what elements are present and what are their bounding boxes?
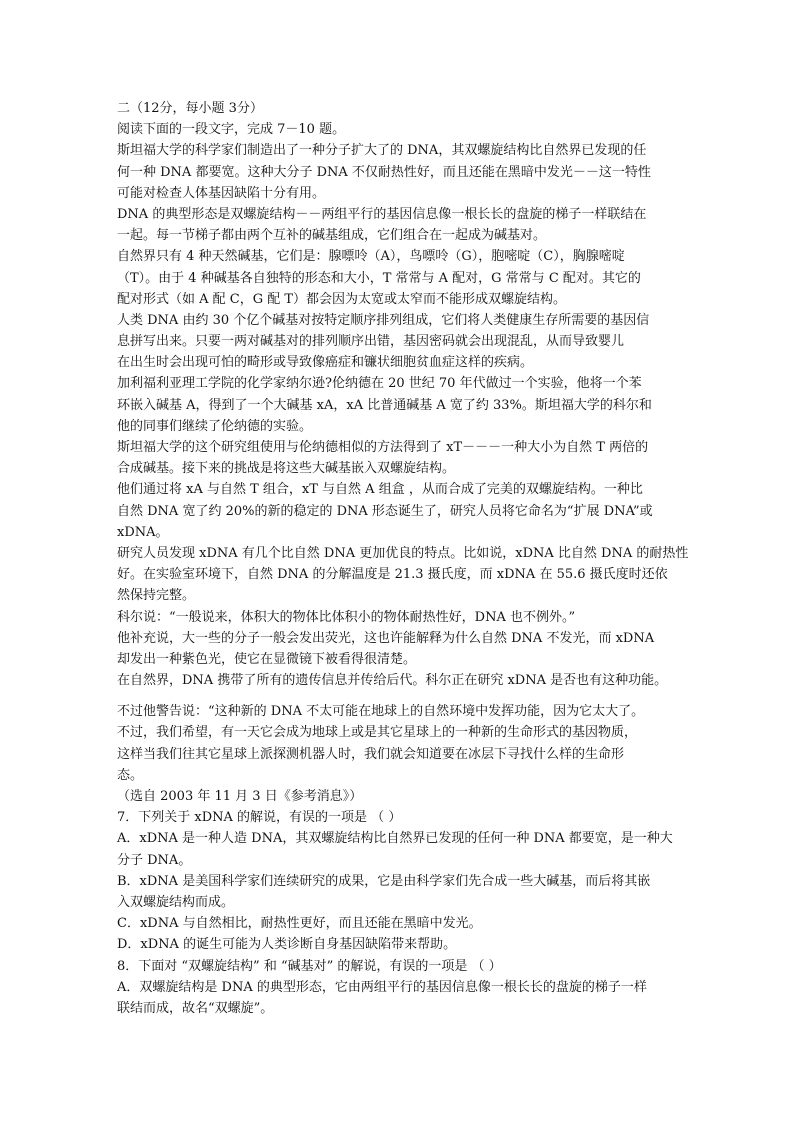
text-line: 一起。每一节梯子都由两个互补的碱基组成，它们组合在一起成为碱基对。	[117, 228, 547, 244]
text-line: 好。在实验室环境下，自然 DNA 的分解温度是 21.3 摄氏度，而 xDNA 在 55.6 摄氏度时还依	[117, 567, 668, 583]
text-line: 然保持完整。	[117, 588, 196, 604]
text-line: B．xDNA 是美国科学家们连续研究的成果，它是由科学家们先合成一些大碱基，而后将其嵌	[117, 873, 651, 889]
text-line: 可能对检查人体基因缺陷十分有用。	[117, 185, 326, 201]
text-line: 在自然界，DNA 携带了所有的遗传信息并传给后代。科尔正在研究 xDNA 是否也有这种功能。	[117, 673, 668, 689]
text-line: 这样当我们往其它星球上派探测机器人时，我们就会知道要在冰层下寻找什么样的生命形	[117, 746, 625, 762]
text-line: 合成碱基。接下来的挑战是将这些大碱基嵌入双螺旋结构。	[117, 461, 456, 477]
text-line: 人类 DNA 由约 30 个亿个碱基对按特定顺序排列组成，它们将人类健康生存所需要的基因信	[117, 312, 650, 328]
text-line: 却发出一种紫色光，使它在显微镜下被看得很清楚。	[117, 651, 417, 667]
text-line: 二（12分，每小题 3分）	[117, 101, 263, 116]
text-line: 入双螺旋结构而成。	[117, 894, 235, 910]
document-page	[117, 98, 689, 1019]
text-line: 斯坦福大学的科学家们制造出了一种分子扩大了的 DNA，其双螺旋结构比自然界已发现的任	[117, 143, 647, 159]
text-line: xDNA。	[117, 524, 169, 540]
text-line: 自然 DNA 宽了约 20%的新的稳定的 DNA 形态诞生了，研究人员将它命名为“扩展 DNA”或	[117, 503, 653, 519]
text-line: 环嵌入碱基 A，得到了一个大碱基 xA，xA 比普通碱基 A 宽了约 33%。斯坦福大学的科尔和	[117, 397, 652, 413]
text-line: 不过他警告说：“这种新的 DNA 不太可能在地球上的自然环境中发挥功能，因为它太大了。	[117, 704, 645, 720]
text-line: A．xDNA 是一种人造 DNA，其双螺旋结构比自然界已发现的任何一种 DNA 都要宽，是一种大	[117, 831, 673, 847]
text-line: 配对形式（如 A 配 C，G 配 T）都会因为太宽或太窄而不能形成双螺旋结构。	[117, 291, 567, 307]
text-line: 他的同事们继续了伦纳德的实验。	[117, 418, 313, 434]
text-line: A．双螺旋结构是 DNA 的典型形态，它由两组平行的基因信息像一根长长的盘旋的梯子一样	[117, 979, 647, 995]
text-line	[117, 691, 679, 701]
text-line: 阅读下面的一段文字，完成 7－10 题。	[117, 122, 346, 138]
text-line: 8．下面对 “双螺旋结构” 和 “碱基对” 的解说，有误的一项是 （ ）	[117, 958, 502, 974]
text-line: （选自 2003 年 11 月 3 日《参考消息》）	[117, 789, 363, 804]
text-line: 自然界只有 4 种天然碱基，它们是：腺嘌呤（A），鸟嘌呤（G），胞嘧啶（C），胸腺嘧啶	[117, 249, 625, 265]
text-line: 7．下列关于 xDNA 的解说，有误的一项是 （ ）	[117, 810, 402, 826]
text-line: 他补充说，大一些的分子一般会发出荧光，这也许能解释为什么自然 DNA 不发光，而 xDNA	[117, 630, 655, 646]
text-line: C．xDNA 与自然相比，耐热性更好，而且还能在黑暗中发光。	[117, 916, 482, 932]
text-line: 在出生时会出现可怕的畸形或导致像癌症和镰状细胞贫血症这样的疾病。	[117, 355, 534, 371]
text-line: 斯坦福大学的这个研究组使用与伦纳德相似的方法得到了 xT－－－一种大小为自然 T 两倍的	[117, 440, 649, 455]
text-line: 联结而成，故名“双螺旋”。	[117, 1000, 274, 1016]
text-line: 加利福利亚理工学院的化学家纳尔逊?伦纳德在 20 世纪 70 年代做过一个实验，他将一个苯	[117, 376, 642, 392]
text-line: 何一种 DNA 都要宽。这种大分子 DNA 不仅耐热性好，而且还能在黑暗中发光－－这一特性	[117, 164, 651, 180]
text-line: 不过，我们希望，有一天它会成为地球上或是其它星球上的一种新的生命形式的基因物质，	[117, 725, 638, 741]
text-line: D．xDNA 的诞生可能为人类诊断自身基因缺陷带来帮助。	[117, 937, 457, 953]
text-line: 息拼写出来。只要一两对碱基对的排列顺序出错，基因密码就会出现混乱，从而导致婴儿	[117, 334, 625, 350]
text-line: （T）。由于 4 种碱基各自独特的形态和大小，T 常常与 A 配对，G 常常与 C 配对。其它的	[117, 270, 641, 286]
text-line: 他们通过将 xA 与自然 T 组合，xT 与自然 A 组盒 ，从而合成了完美的双螺旋结构。一种比	[117, 482, 643, 498]
text-line: DNA 的典型形态是双螺旋结构－－两组平行的基因信息像一根长长的盘旋的梯子一样联结在	[117, 206, 647, 222]
text-line: 态。	[117, 767, 144, 783]
text-line: 分子 DNA。	[117, 852, 192, 868]
text-line: 研究人员发现 xDNA 有几个比自然 DNA 更加优良的特点。比如说，xDNA 比自然 DNA 的耐热性	[117, 545, 689, 561]
text-line: 科尔说：“一般说来，体积大的物体比体积小的物体耐热性好，DNA 也不例外。”	[117, 609, 576, 625]
